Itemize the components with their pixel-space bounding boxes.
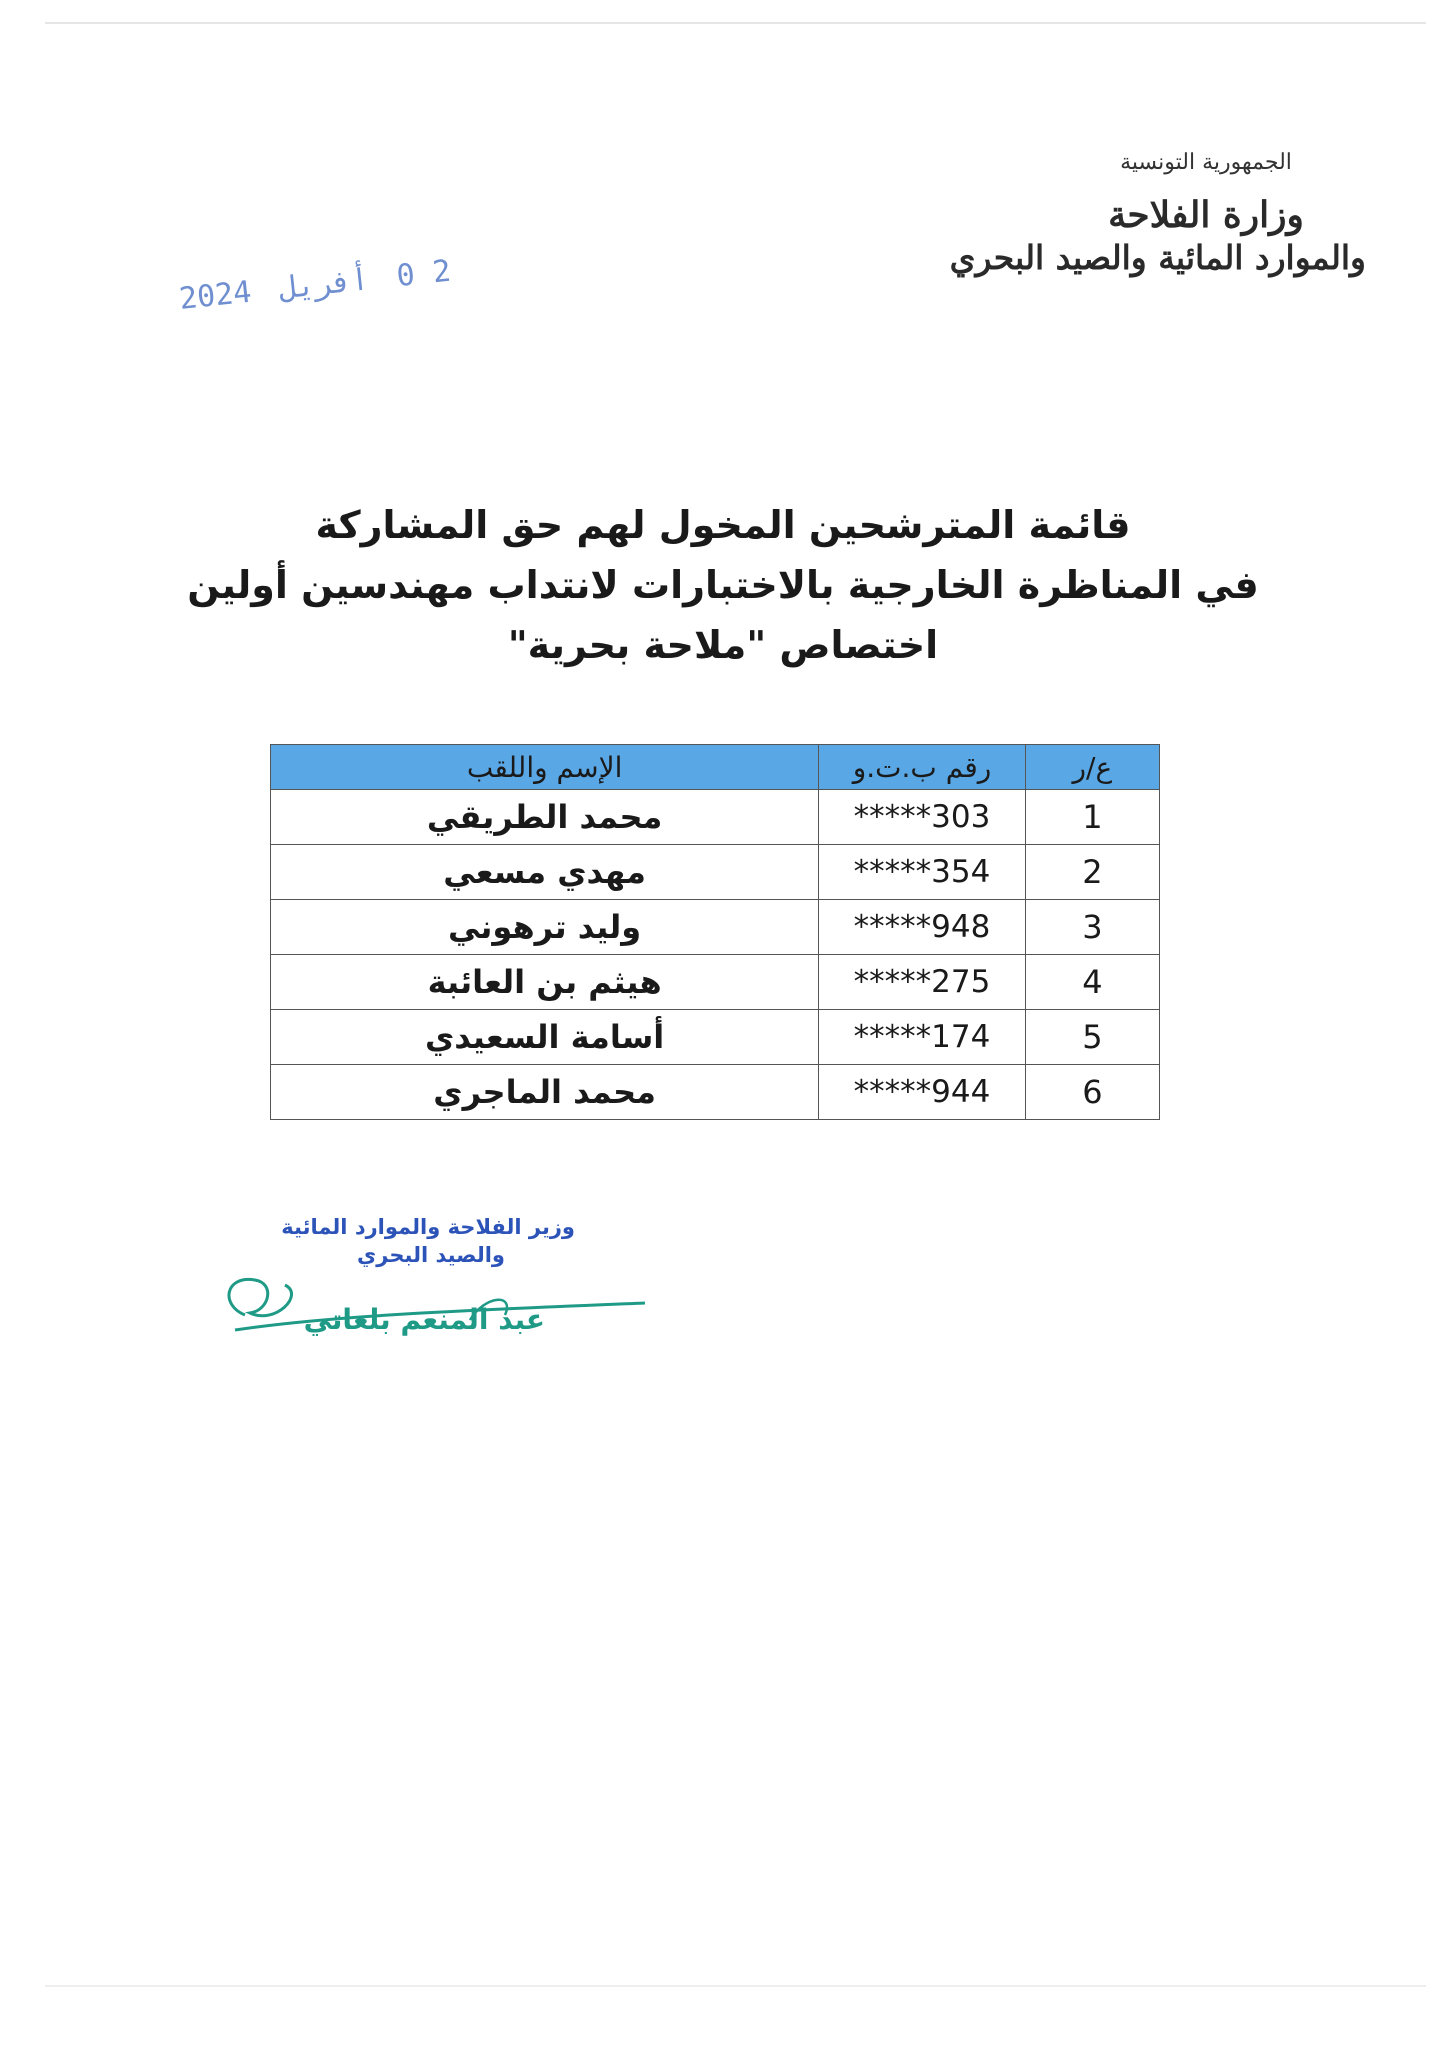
table-row [271,790,1160,845]
row-number: 6 [1025,1065,1159,1120]
row-name: هيثم بن العائبة [271,955,819,1010]
header-number: ع/ر [1025,745,1159,790]
date-year: 2024 [177,274,254,317]
table-header-row [271,745,1160,790]
signature-block [215,1215,655,1355]
candidates-table [270,744,1160,1120]
row-number: 1 [1025,790,1159,845]
ministry-name-continued: والموارد المائية والصيد البحري [949,238,1366,277]
ministry-name: وزارة الفلاحة [1108,194,1304,236]
row-id: *****354 [819,845,1026,900]
row-name: محمد الماجري [271,1065,819,1120]
table-row [271,1065,1160,1120]
letterhead [949,150,1366,279]
row-name: محمد الطريقي [271,790,819,845]
row-id: *****944 [819,1065,1026,1120]
header-id: رقم ب.ت.و [819,745,1026,790]
row-id: *****303 [819,790,1026,845]
signatory-title-continued: والصيد البحري [357,1243,505,1267]
row-name: أسامة السعيدي [271,1010,819,1065]
row-number: 3 [1025,900,1159,955]
signatory-title: وزير الفلاحة والموارد المائية [281,1215,575,1239]
table-row [271,900,1160,955]
table-row [271,845,1160,900]
row-id: *****275 [819,955,1026,1010]
title-line-2: في المناظرة الخارجية بالاختبارات لانتداب مهندسين أولين [187,563,1259,607]
header-name: الإسم واللقب [271,745,819,790]
row-name: وليد ترهوني [271,900,819,955]
row-number: 4 [1025,955,1159,1010]
table-row [271,955,1160,1010]
date-stamp [177,253,453,342]
table-row [271,1010,1160,1065]
date-month: أفريل [277,262,371,307]
row-id: *****174 [819,1010,1026,1065]
title-line-3: اختصاص "ملاحة بحرية" [507,623,939,667]
republic-name: الجمهورية التونسية [1120,150,1292,175]
title-line-1: قائمة المترشحين المخول لهم حق المشاركة [315,503,1131,547]
scan-border-top [45,22,1426,24]
date-day: 0 2 [394,253,453,295]
signatory-name: عبد المنعم بلعاتي [303,1303,545,1336]
scan-border-bottom [45,1985,1426,1987]
row-number: 2 [1025,845,1159,900]
row-number: 5 [1025,1010,1159,1065]
row-id: *****948 [819,900,1026,955]
document-title [180,495,1266,675]
row-name: مهدي مسعي [271,845,819,900]
